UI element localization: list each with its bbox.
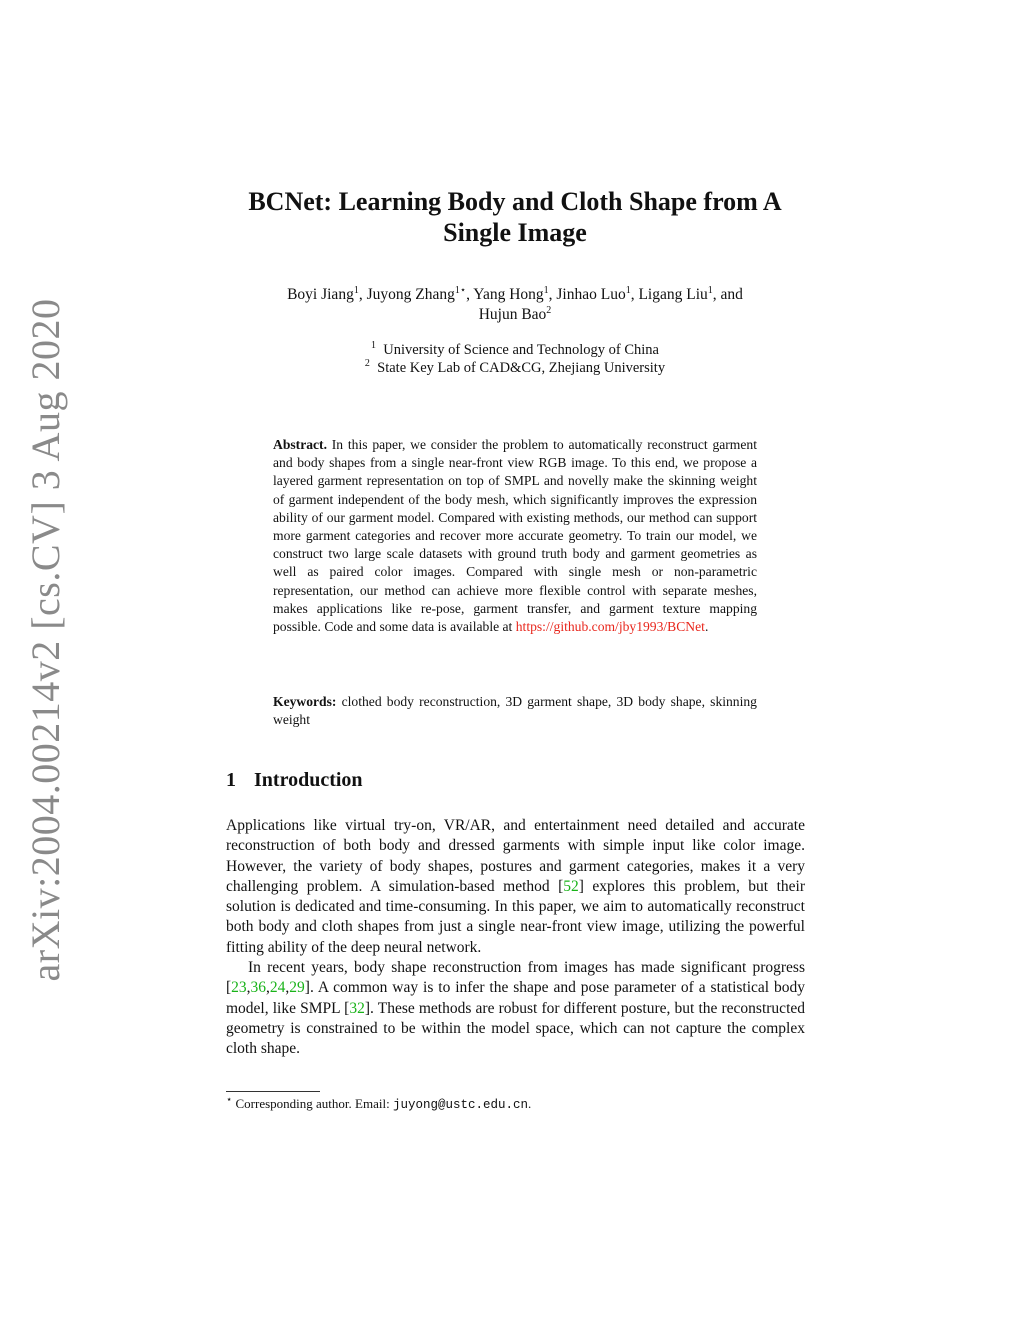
author-name: Yang Hong xyxy=(473,286,544,303)
section-number: 1 xyxy=(226,769,236,791)
section-title: Introduction xyxy=(254,769,363,791)
abstract xyxy=(273,436,757,636)
abstract-end: . xyxy=(704,619,709,635)
keywords xyxy=(273,693,757,729)
paper-title xyxy=(200,186,830,248)
keywords-text: clothed body reconstruction, 3D garment shape, 3D body shape, skinning weight xyxy=(273,694,757,728)
paragraph-text: Applications like virtual try-on, VR/AR, and entertainment need detailed and accurate reconstruction of both body and dressed garments with simple input like color image. However, the variety of body shapes, postures and garment categories, makes it a very challenging problem. A simulation-based method [ xyxy=(226,817,805,895)
affiliation-item xyxy=(225,359,805,377)
footnote-end: . xyxy=(527,1096,532,1111)
footnote-text: Corresponding author. Email: xyxy=(235,1096,390,1111)
author-list: Boyi Jiang$^1$, Juyong Zhang$^{1⋆}$, Yang Hong$^1$, Jinhao Luo$^1$, Ligang Liu$^1$, and Hujun Bao$^2$ xyxy=(287,284,743,323)
paragraph-text: ]. A common way is to infer the shape and pose parameter of a statistical body model, like SMPL [ xyxy=(226,979,805,1017)
authors-joiner: and xyxy=(720,286,743,303)
author-name: Juyong Zhang xyxy=(366,286,455,303)
author-name: Jinhao Luo xyxy=(556,286,626,303)
intro-body xyxy=(226,816,805,1060)
footnote-rule xyxy=(226,1091,320,1092)
affiliation-item xyxy=(225,341,805,359)
paragraph-2: In recent years, body shape reconstruction from images has made significant progress [23,36,24,29]. A common way is to infer the shape and pose parameter of a statistical body model, like SMPL [32]. These methods are robust for different posture, but the reconstructed geometry is constrained to be within the model space, which can not capture the complex cloth shape. xyxy=(226,959,805,1058)
author-affil-mark: 1 xyxy=(353,284,359,296)
code-link[interactable]: https://github.com/jby1993/BCNet xyxy=(515,619,705,635)
abstract-label: Abstract. xyxy=(273,437,327,452)
paragraph-1 xyxy=(226,816,805,958)
paragraph-text: ]. These methods are robust for different posture, but the reconstructed geometry is constrained to be within the model space, which can not capture the complex cloth shape. xyxy=(226,999,805,1058)
citation-link[interactable]: 52 xyxy=(563,877,579,895)
footnote xyxy=(226,1096,531,1113)
arxiv-identifier-stamp: arXiv:2004.00214v2 [cs.CV] 3 Aug 2020 xyxy=(23,298,68,982)
author-affil-mark: 1⋆ xyxy=(454,284,467,296)
author-name: Hujun Bao xyxy=(478,306,547,323)
author-affil-mark: 2 xyxy=(546,304,552,316)
abstract-text: In this paper, we consider the problem to automatically reconstruct garment and body shapes from a single near-front view RGB image. To this end, we propose a layered garment representation on top of SMPL and novelly make the skinning weight of garment independent of the body mesh, which significantly improves the expression ability of our garment model. Compared with existing methods, our method can support more garment categories and recover more accurate geometry. To train our model, we construct two large scale datasets with ground truth body and garment geometries as well as paired color images. Compared with single mesh or non-parametric representation, our method can achieve more flexible control with separate meshes, makes applications like re-pose, garment transfer, and garment texture mapping possible. Code and some data is available at xyxy=(273,437,757,635)
author-affil-mark: 1 xyxy=(625,284,631,296)
author-name: Boyi Jiang xyxy=(287,286,354,303)
author-affil-mark: 1 xyxy=(543,284,549,296)
section-heading xyxy=(226,769,363,792)
footnote-email[interactable]: juyong@ustc.edu.cn xyxy=(392,1098,528,1112)
paragraph-text: In recent years, body shape reconstruction from images has made significant progress [ xyxy=(226,959,805,997)
author-name: Ligang Liu xyxy=(638,286,708,303)
footnote-marker: ⋆ xyxy=(226,1094,233,1106)
keywords-label: Keywords: xyxy=(273,694,337,709)
title-line-1: BCNet: Learning Body and Cloth Shape from A xyxy=(248,187,782,216)
affiliation-mark: 2 xyxy=(364,358,370,370)
affiliation-text: University of Science and Technology of China xyxy=(383,342,659,358)
author-affil-mark: 1 xyxy=(707,284,713,296)
affiliation-list xyxy=(225,341,805,377)
affiliation-mark: 1 xyxy=(370,340,376,352)
citation-link[interactable]: 32 xyxy=(349,999,365,1017)
citation-link[interactable]: 24 xyxy=(269,979,286,997)
title-line-2: Single Image xyxy=(443,218,587,247)
citation-link[interactable]: 23 xyxy=(231,979,247,997)
affiliation-text: State Key Lab of CAD&CG, Zhejiang University xyxy=(377,360,666,376)
citation-link[interactable]: 36 xyxy=(250,979,267,997)
paragraph-text: ] explores this problem, but their solution is dedicated and time-consuming. In this paper, we aim to automatically reconstruct both body and cloth shapes from just a single near-front view image, utilizing the powerful fitting ability of the deep neural network. xyxy=(226,877,805,956)
citation-link[interactable]: 29 xyxy=(289,979,305,997)
